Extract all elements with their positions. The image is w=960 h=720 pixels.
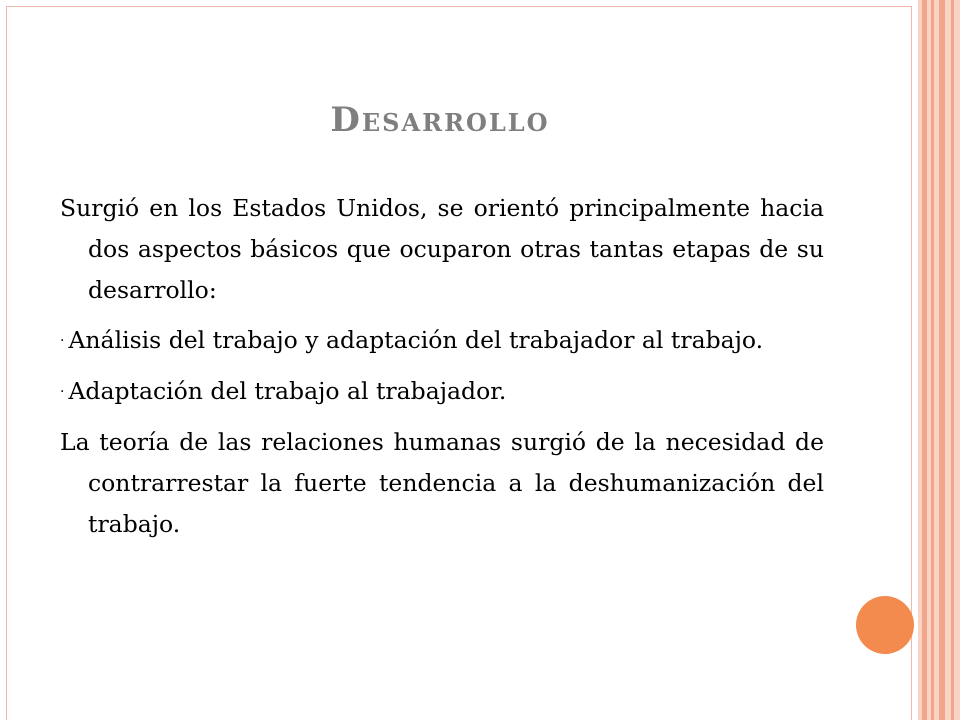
stripe	[939, 0, 945, 720]
stripe	[931, 0, 934, 720]
bullet-text: Análisis del trabajo y adaptación del trabajador al trabajo.	[68, 326, 764, 354]
bullet-item-adaptacion	[60, 371, 824, 413]
bullet-dot: ·	[60, 384, 65, 400]
slide-title: Desarrollo	[330, 100, 550, 140]
paragraph-text: Surgió en los Estados Unidos, se orientó principalmente hacia dos aspectos básicos que ocuparon otras tantas etapas de su desarrollo:	[60, 194, 824, 304]
paragraph-text: La teoría de las relaciones humanas surgió de la necesidad de contrarrestar la fuerte tendencia a la deshumanización del trabajo.	[60, 428, 824, 538]
slide-body	[60, 188, 824, 554]
stripe	[951, 0, 954, 720]
paragraph-intro	[60, 188, 824, 311]
bullet-text: Adaptación del trabajo al trabajador.	[68, 377, 507, 405]
bullet-item-analisis	[60, 320, 824, 362]
stripe	[922, 0, 927, 720]
decorative-stripes	[918, 0, 960, 720]
bullet-dot: ·	[60, 333, 65, 349]
paragraph-conclusion	[60, 422, 824, 545]
accent-circle	[856, 596, 914, 654]
